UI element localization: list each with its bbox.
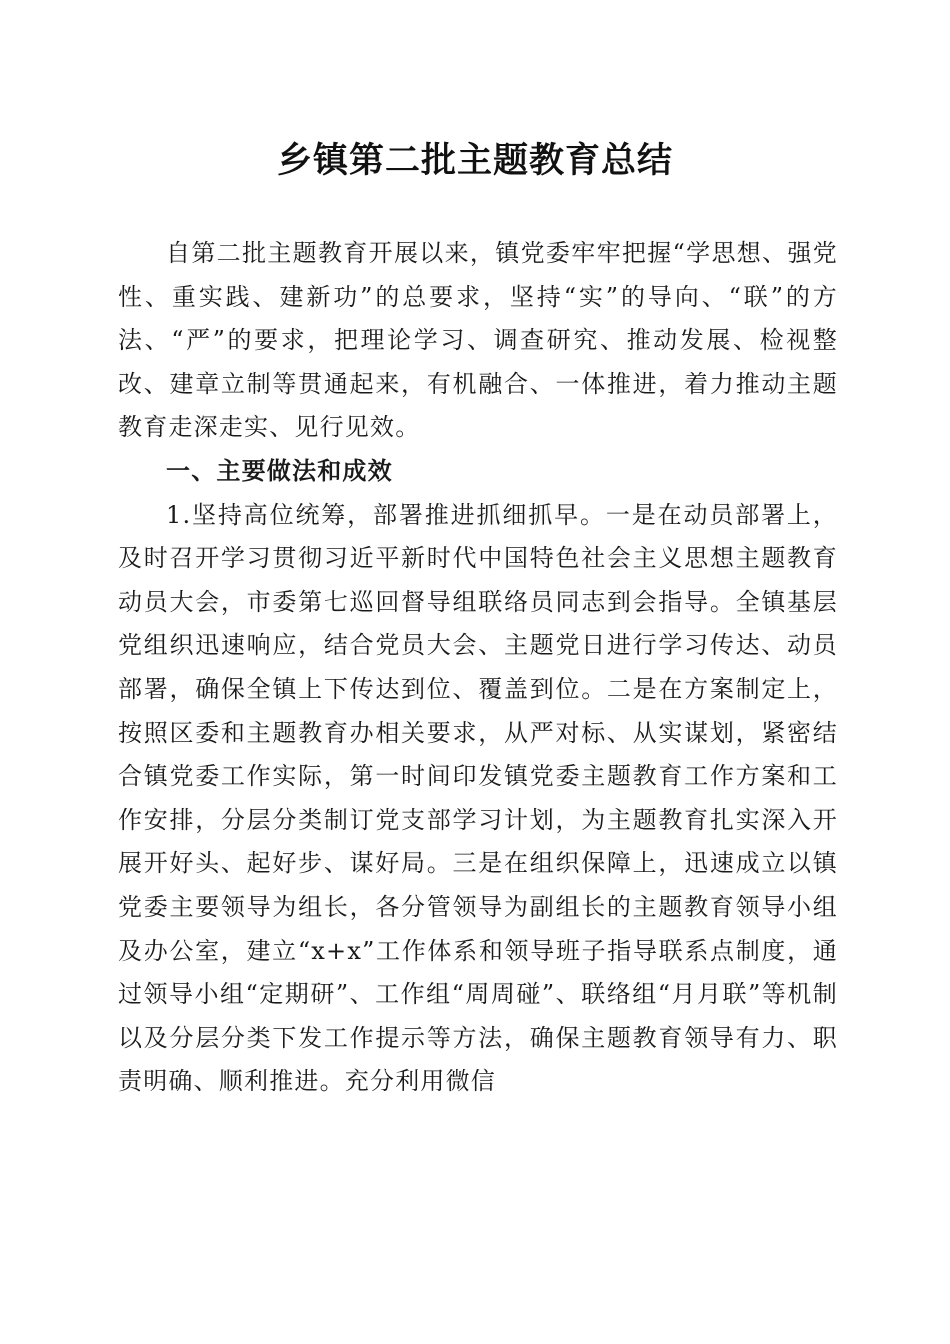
document-body (118, 232, 838, 1104)
document-title: 乡镇第二批主题教育总结 (276, 140, 673, 181)
section-heading: 一、主要做法和成效 (166, 456, 393, 485)
intro-paragraph: 自第二批主题教育开展以来，镇党委牢牢把握“学思想、强党性、重实践、建新功”的总要求，坚持“实”的导向、“联”的方法、“严”的要求，把理论学习、调查研究、推动发展、检视整改、建章立制等贯通起来，有机融合、一体推进，着力推动主题教育走深走实、见行见效。 (118, 239, 838, 442)
section-paragraph: 1.坚持高位统筹，部署推进抓细抓早。一是在动员部署上，及时召开学习贯彻习近平新时代中国特色社会主义思想主题教育动员大会，市委第七巡回督导组联络员同志到会指导。全镇基层党组织迅速响应，结合党员大会、主题党日进行学习传达、动员部署，确保全镇上下传达到位、覆盖到位。二是在方案制定上，按照区委和主题教育办相关要求，从严对标、从实谋划，紧密结合镇党委工作实际，第一时间印发镇党委主题教育工作方案和工作安排，分层分类制订党支部学习计划，为主题教育扎实深入开展开好头、起好步、谋好局。三是在组织保障上，迅速成立以镇党委主要领导为组长，各分管领导为副组长的主题教育领导小组及办公室，建立“x+x”工作体系和领导班子指导联系点制度，通过领导小组“定期研”、工作组“周周碰”、联络组“月月联”等机制以及分层分类下发工作提示等方法，确保主题教育领导有力、职责明确、顺利推进。充分利用微信 (118, 500, 838, 1096)
